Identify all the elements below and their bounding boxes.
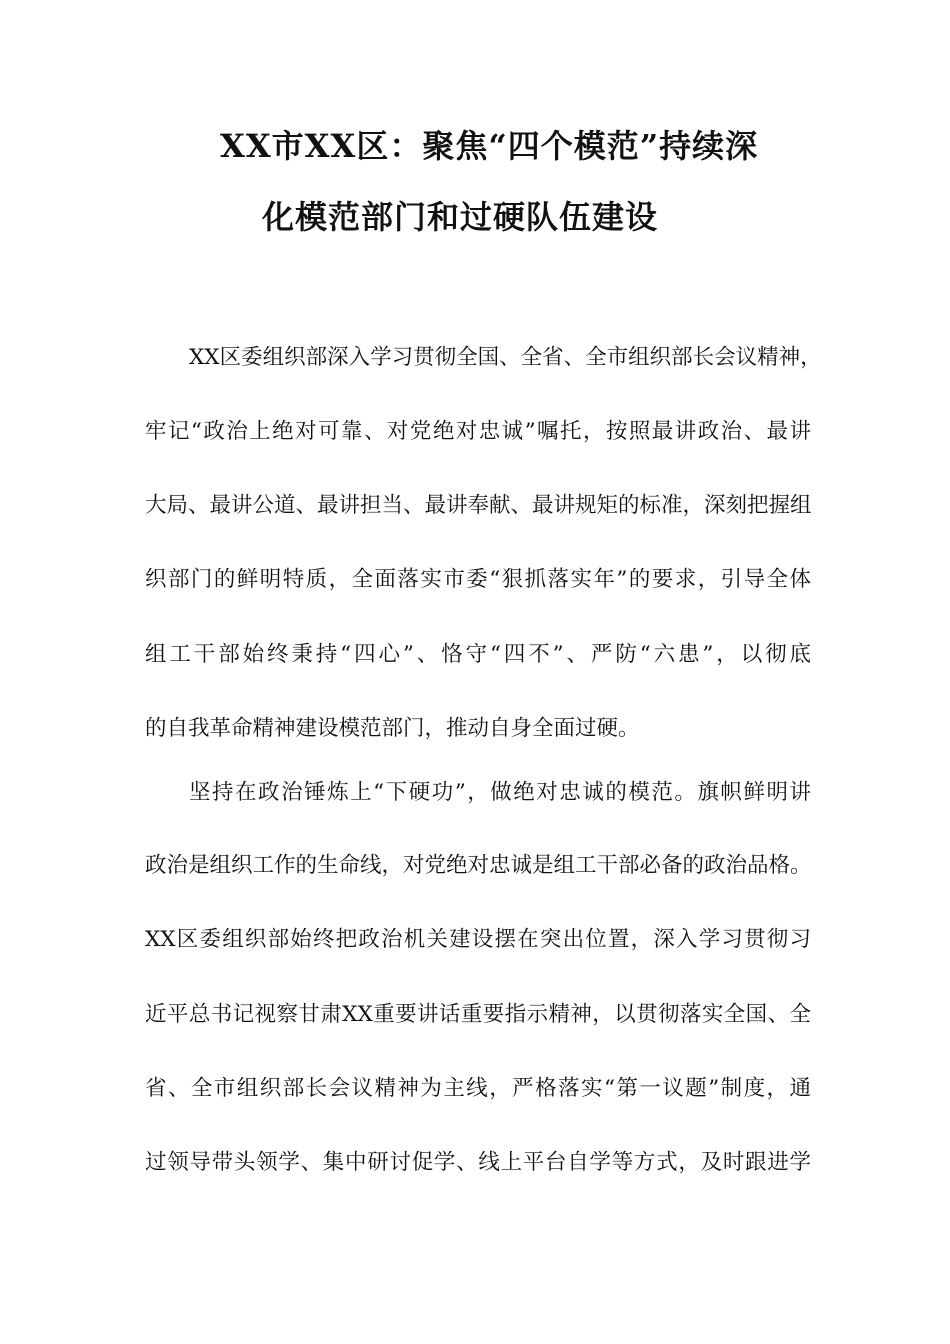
text-line: 坚持在政治锤炼上“下硬功”，做绝对忠诚的模范。旗帜鲜明讲: [189, 780, 811, 805]
text-line: 省、全市组织部长会议精神为主线，严格落实“第一议题”制度，通: [145, 1076, 811, 1101]
text-line: XX区委组织部始终把政治机关建设摆在突出位置，深入学习贯彻习: [145, 927, 811, 952]
text-line: XX区委组织部深入学习贯彻全国、全省、全市组织部长会议精神，: [189, 345, 822, 370]
text-line: 近平总书记视察甘肃XX重要讲话重要指示精神，以贯彻落实全国、全: [145, 1002, 811, 1027]
title-line-2: 化模范部门和过硬队伍建设: [262, 198, 659, 236]
title-line-1: XX市XX区：聚焦“四个模范”持续深: [220, 127, 759, 165]
text-line: 组工干部始终秉持“四心”、恪守“四不”、严防“六患”，以彻底: [145, 642, 811, 667]
text-line: 的自我革命精神建设模范部门，推动自身全面过硬。: [145, 716, 640, 741]
text-line: 织部门的鲜明特质，全面落实市委“狠抓落实年”的要求，引导全体: [145, 567, 811, 592]
text-line: 大局、最讲公道、最讲担当、最讲奉献、最讲规矩的标准，深刻把握组: [145, 493, 812, 518]
text-line: 政治是组织工作的生命线，对党绝对忠诚是组工干部必备的政治品格。: [145, 853, 812, 878]
text-line: 牢记“政治上绝对可靠、对党绝对忠诚”嘱托，按照最讲政治、最讲: [145, 419, 811, 444]
text-line: 过领导带头领学、集中研讨促学、线上平台自学等方式，及时跟进学: [145, 1150, 811, 1175]
